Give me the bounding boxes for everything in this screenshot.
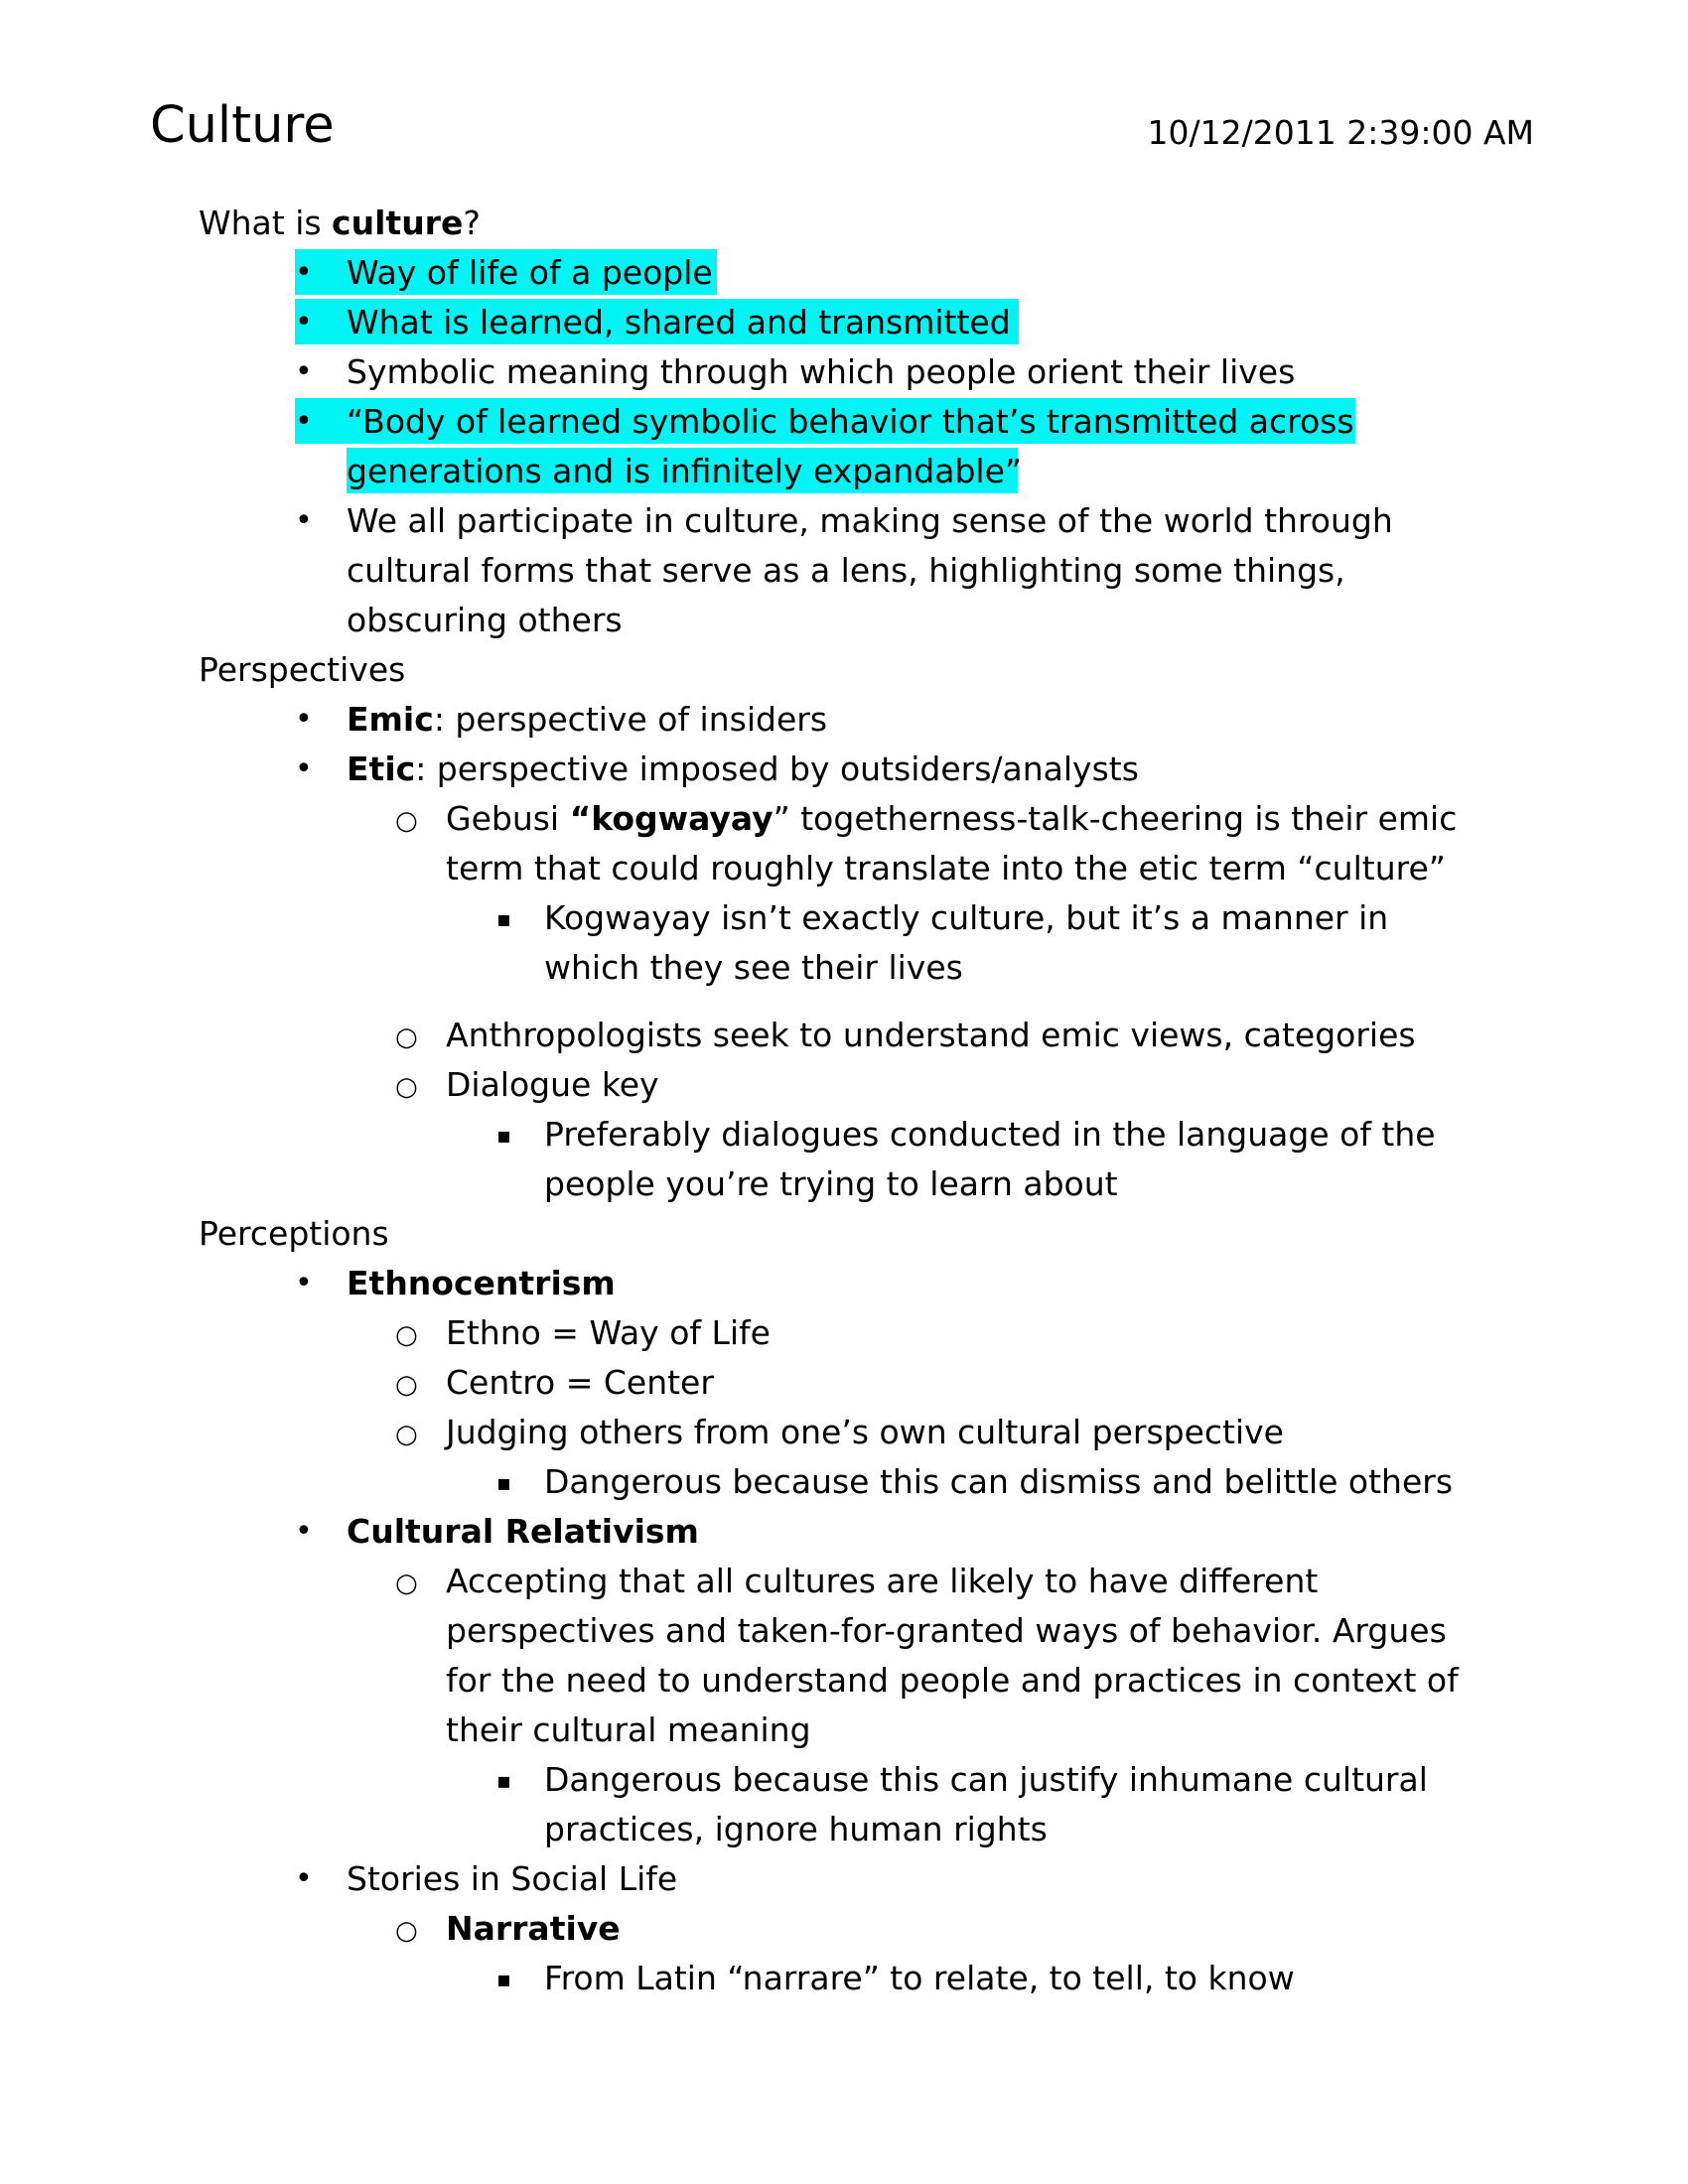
perceptions-heading: Perceptions (199, 1214, 389, 1253)
square-marker: ▪ (496, 907, 511, 932)
culture-item-3: Symbolic meaning through which people orient their lives (347, 352, 1296, 391)
kogwayay-item: Kogwayay isn’t exactly culture, but it’s a manner in (544, 898, 1389, 937)
bullet-marker: • (295, 702, 313, 737)
circle-marker: ○ (395, 1072, 418, 1102)
culture-item-5-cont2: obscuring others (347, 601, 623, 639)
culture-item-5-cont: cultural forms that serve as a lens, highlighting some things, (347, 551, 1345, 590)
dangerous-item-2: Dangerous because this can justify inhumane cultural (544, 1760, 1428, 1799)
circle-marker: ○ (395, 1023, 418, 1052)
centro-item: Centro = Center (446, 1363, 714, 1402)
circle-marker: ○ (395, 1420, 418, 1449)
ethnocentrism-heading: Ethnocentrism (347, 1264, 616, 1302)
circle-marker: ○ (395, 1320, 418, 1350)
dialogue-sub-item-cont: people you’re trying to learn about (544, 1164, 1118, 1203)
culture-item-1: Way of life of a people (347, 253, 713, 292)
culture-item-4: “Body of learned symbolic behavior that’s transmitted across (347, 402, 1354, 441)
square-marker: ▪ (496, 1471, 511, 1496)
bullet-marker: • (295, 1266, 313, 1300)
accepting-item-cont3: their cultural meaning (446, 1710, 811, 1749)
culture-item-5: We all participate in culture, making sense of the world through (347, 501, 1393, 540)
circle-marker: ○ (395, 1370, 418, 1400)
dangerous-item-1: Dangerous because this can dismiss and belittle others (544, 1462, 1454, 1501)
bullet-marker: • (295, 1514, 313, 1549)
circle-marker: ○ (395, 806, 418, 836)
narrative-item: From Latin “narrare” to relate, to tell, to know (544, 1959, 1295, 1997)
page-title: Culture (150, 96, 335, 155)
page-date: 10/12/2011 2:39:00 AM (1147, 113, 1534, 152)
square-marker: ▪ (496, 1769, 511, 1794)
square-marker: ▪ (496, 1968, 511, 1992)
etic-item: Etic: perspective imposed by outsiders/analysts (347, 750, 1139, 788)
dialogue-item: Dialogue key (446, 1065, 659, 1104)
perspectives-heading: Perspectives (199, 650, 406, 689)
relativism-heading: Cultural Relativism (347, 1512, 699, 1551)
circle-marker: ○ (395, 1569, 418, 1598)
dialogue-sub-item: Preferably dialogues conducted in the language of the (544, 1115, 1436, 1154)
bullet-marker: • (295, 751, 313, 786)
anthro-item: Anthropologists seek to understand emic views, categories (446, 1016, 1416, 1054)
culture-item-2: What is learned, shared and transmitted (347, 303, 1011, 341)
bullet-marker: • (295, 1861, 313, 1896)
circle-marker: ○ (395, 1916, 418, 1946)
bullet-marker: • (295, 255, 313, 290)
culture-item-4-cont: generations and is infinitely expandable” (347, 452, 1022, 490)
narrative-heading: Narrative (446, 1909, 621, 1948)
accepting-item-cont2: for the need to understand people and practices in context of (446, 1661, 1459, 1700)
bullet-marker: • (295, 305, 313, 340)
accepting-item: Accepting that all cultures are likely to have different (446, 1562, 1319, 1600)
kogwayay-item-cont: which they see their lives (544, 948, 963, 987)
square-marker: ▪ (496, 1124, 511, 1149)
bullet-marker: • (295, 503, 313, 538)
stories-item: Stories in Social Life (347, 1859, 678, 1898)
culture-heading: What is culture? (199, 204, 481, 242)
dangerous-item-2-cont: practices, ignore human rights (544, 1810, 1048, 1848)
gebusi-item-cont: term that could roughly translate into the etic term “culture” (446, 849, 1446, 887)
accepting-item-cont: perspectives and taken-for-granted ways of behavior. Argues (446, 1611, 1447, 1650)
emic-item: Emic: perspective of insiders (347, 700, 828, 739)
judging-item: Judging others from one’s own cultural perspective (446, 1413, 1284, 1451)
ethno-item: Ethno = Way of Life (446, 1313, 771, 1352)
bullet-marker: • (295, 404, 313, 439)
gebusi-item: Gebusi “kogwayay” togetherness-talk-cheering is their emic (446, 799, 1458, 838)
bullet-marker: • (295, 354, 313, 389)
